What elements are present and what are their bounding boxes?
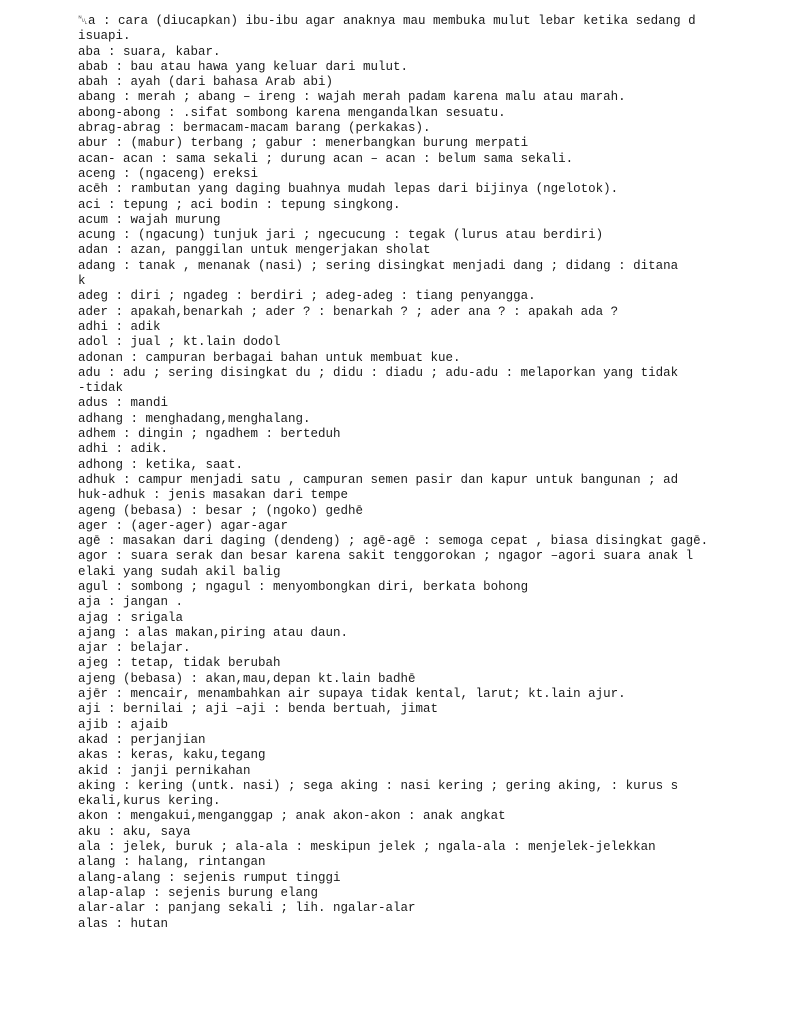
dictionary-line: abang : merah ; abang – ireng : wajah merah padam karena malu atau marah. xyxy=(78,90,626,105)
dictionary-line: akid : janji pernikahan xyxy=(78,763,251,778)
dictionary-line: alas : hutan xyxy=(78,916,169,931)
dictionary-line: ala : jelek, buruk ; ala-ala : meskipun jelek ; ngala-ala : menjelek-jelekkan xyxy=(78,840,656,855)
dictionary-line: aking : kering (untk. nasi) ; sega aking : nasi kering ; gering aking, : kurus s xyxy=(78,778,679,793)
dictionary-line: adhi : adik. xyxy=(78,442,169,457)
dictionary-line: aceng : (ngaceng) ereksi xyxy=(78,166,259,181)
dictionary-line: akas : keras, kaku,tegang xyxy=(78,748,266,763)
dictionary-line: agē : masakan dari daging (dendeng) ; agē-agē : semoga cepat , biasa disingkat gagē. xyxy=(78,534,709,549)
dictionary-line: adol : jual ; kt.lain dodol xyxy=(78,335,281,350)
dictionary-line: aku : aku, saya xyxy=(78,824,191,839)
dictionary-line: aja : jangan . xyxy=(78,595,184,610)
dictionary-line: ader : apakah,benarkah ; ader ? : benarkah ? ; ader ana ? : apakah ada ? xyxy=(78,304,619,319)
dictionary-line: adan : azan, panggilan untuk mengerjakan sholat xyxy=(78,243,431,258)
dictionary-line: aci : tepung ; aci bodin : tepung singkong. xyxy=(78,197,401,212)
dictionary-line: aba : suara, kabar. xyxy=(78,44,221,59)
dictionary-line: ekali,kurus kering. xyxy=(78,794,221,809)
dictionary-line: abah : ayah (dari bahasa Arab abi) xyxy=(78,75,334,90)
dictionary-line: ajag : srigala xyxy=(78,610,184,625)
dictionary-line: elaki yang sudah akil balig xyxy=(78,564,281,579)
dictionary-line: adhang : menghadang,menghalang. xyxy=(78,411,311,426)
dictionary-line: alang : halang, rintangan xyxy=(78,855,266,870)
dictionary-line: ajib : ajaib xyxy=(78,717,169,732)
dictionary-line: ␀a : cara (diucapkan) ibu-ibu agar anaknya mau membuka mulut lebar ketika sedang d xyxy=(78,14,696,28)
dictionary-line: acung : (ngacung) tunjuk jari ; ngecucung : tegak (lurus atau berdiri) xyxy=(78,228,604,243)
dictionary-line: ajeng (bebasa) : akan,mau,depan kt.lain badhē xyxy=(78,671,416,686)
dictionary-line: agor : suara serak dan besar karena sakit tenggorokan ; ngagor –agori suara anak l xyxy=(78,549,694,564)
dictionary-line: adhem : dingin ; ngadhem : berteduh xyxy=(78,427,341,442)
dictionary-line: agul : sombong ; ngagul : menyombongkan diri, berkata bohong xyxy=(78,579,529,594)
dictionary-line: acan- acan : sama sekali ; durung acan – acan : belum sama sekali. xyxy=(78,151,574,166)
dictionary-line: abab : bau atau hawa yang keluar dari mulut. xyxy=(78,59,409,74)
dictionary-line: akad : perjanjian xyxy=(78,732,206,747)
dictionary-line: -tidak xyxy=(78,381,124,396)
dictionary-line: k xyxy=(78,274,86,289)
dictionary-page xyxy=(78,14,778,932)
dictionary-line: adus : mandi xyxy=(78,396,169,411)
dictionary-line: adeg : diri ; ngadeg : berdiri ; adeg-adeg : tiang penyangga. xyxy=(78,289,536,304)
dictionary-line: ajang : alas makan,piring atau daun. xyxy=(78,625,349,640)
dictionary-line: ajeg : tetap, tidak berubah xyxy=(78,656,281,671)
dictionary-line: adhi : adik xyxy=(78,319,161,334)
dictionary-line: adu : adu ; sering disingkat du ; didu : diadu ; adu-adu : melaporkan yang tidak xyxy=(78,365,679,380)
dictionary-line: alar-alar : panjang sekali ; lih. ngalar-alar xyxy=(78,901,416,916)
dictionary-line: adhuk : campur menjadi satu , campuran semen pasir dan kapur untuk bangunan ; ad xyxy=(78,472,679,487)
dictionary-line: abong-abong : .sifat sombong karena mengandalkan sesuatu. xyxy=(78,105,506,120)
dictionary-line: adonan : campuran berbagai bahan untuk membuat kue. xyxy=(78,350,461,365)
dictionary-line: akon : mengakui,menganggap ; anak akon-akon : anak angkat xyxy=(78,809,506,824)
dictionary-line: adhong : ketika, saat. xyxy=(78,457,244,472)
dictionary-line: isuapi. xyxy=(78,29,131,44)
dictionary-line: ageng (bebasa) : besar ; (ngoko) gedhē xyxy=(78,503,364,518)
dictionary-line: ager : (ager-ager) agar-agar xyxy=(78,518,289,533)
dictionary-line: acum : wajah murung xyxy=(78,212,221,227)
dictionary-line: abur : (mabur) terbang ; gabur : menerbangkan burung merpati xyxy=(78,136,529,151)
dictionary-line: abrag-abrag : bermacam-macam barang (perkakas). xyxy=(78,121,431,136)
dictionary-line: ajēr : mencair, menambahkan air supaya tidak kental, larut; kt.lain ajur. xyxy=(78,687,626,702)
dictionary-line: huk-adhuk : jenis masakan dari tempe xyxy=(78,488,349,503)
dictionary-line: acēh : rambutan yang daging buahnya mudah lepas dari bijinya (ngelotok). xyxy=(78,182,619,197)
dictionary-line: ajar : belajar. xyxy=(78,641,191,656)
dictionary-line: aji : bernilai ; aji –aji : benda bertuah, jimat xyxy=(78,702,439,717)
dictionary-line: alang-alang : sejenis rumput tinggi xyxy=(78,870,341,885)
dictionary-line: alap-alap : sejenis burung elang xyxy=(78,885,319,900)
dictionary-line: adang : tanak , menanak (nasi) ; sering disingkat menjadi dang ; didang : ditana xyxy=(78,258,679,273)
